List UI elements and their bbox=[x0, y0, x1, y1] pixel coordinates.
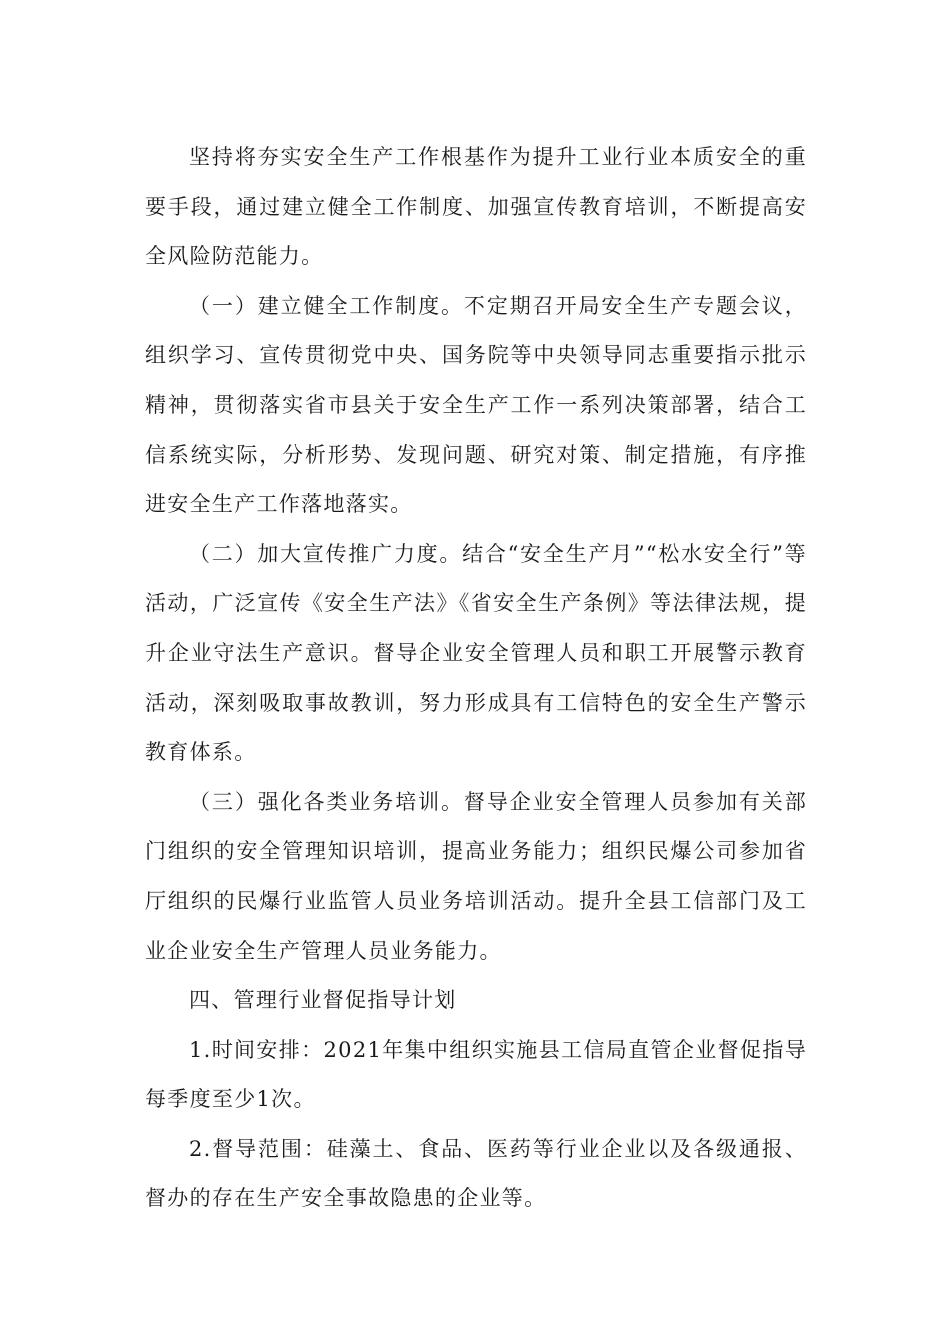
document-body bbox=[145, 133, 807, 1224]
paragraph-time-arrangement: 1.时间安排：2021年集中组织实施县工信局直管企业督促指导每季度至少1次。 bbox=[145, 1037, 807, 1112]
section-heading-supervision-plan: 四、管理行业督促指导计划 bbox=[189, 988, 457, 1013]
paragraph-supervision-scope: 2.督导范围：硅藻土、食品、医药等行业企业以及各级通报、督办的存在生产安全事故隐患的企业等。 bbox=[145, 1136, 807, 1211]
paragraph-work-system: （一）建立健全工作制度。不定期召开局安全生产专题会议，组织学习、宣传贯彻党中央、国务院等中央领导同志重要指示批示精神，贯彻落实省市县关于安全生产工作一系列决策部署，结合工信系统实际，分析形势、发现问题、研究对策、制定措施，有序推进安全生产工作落地落实。 bbox=[145, 293, 807, 517]
paragraph-training: （三）强化各类业务培训。督导企业安全管理人员参加有关部门组织的安全管理知识培训，提高业务能力；组织民爆公司参加省厅组织的民爆行业监管人员业务培训活动。提升全县工信部门及工业企业安全生产管理人员业务能力。 bbox=[145, 789, 807, 963]
paragraph-publicity: （二）加大宣传推广力度。结合“安全生产月”“松水安全行”等活动，广泛宣传《安全生产法》《省安全生产条例》等法律法规，提升企业守法生产意识。督导企业安全管理人员和职工开展警示教育活动，深刻吸取事故教训，努力形成具有工信特色的安全生产警示教育体系。 bbox=[145, 541, 807, 765]
paragraph-intro: 坚持将夯实安全生产工作根基作为提升工业行业本质安全的重要手段，通过建立健全工作制度、加强宣传教育培训，不断提高安全风险防范能力。 bbox=[145, 145, 807, 269]
